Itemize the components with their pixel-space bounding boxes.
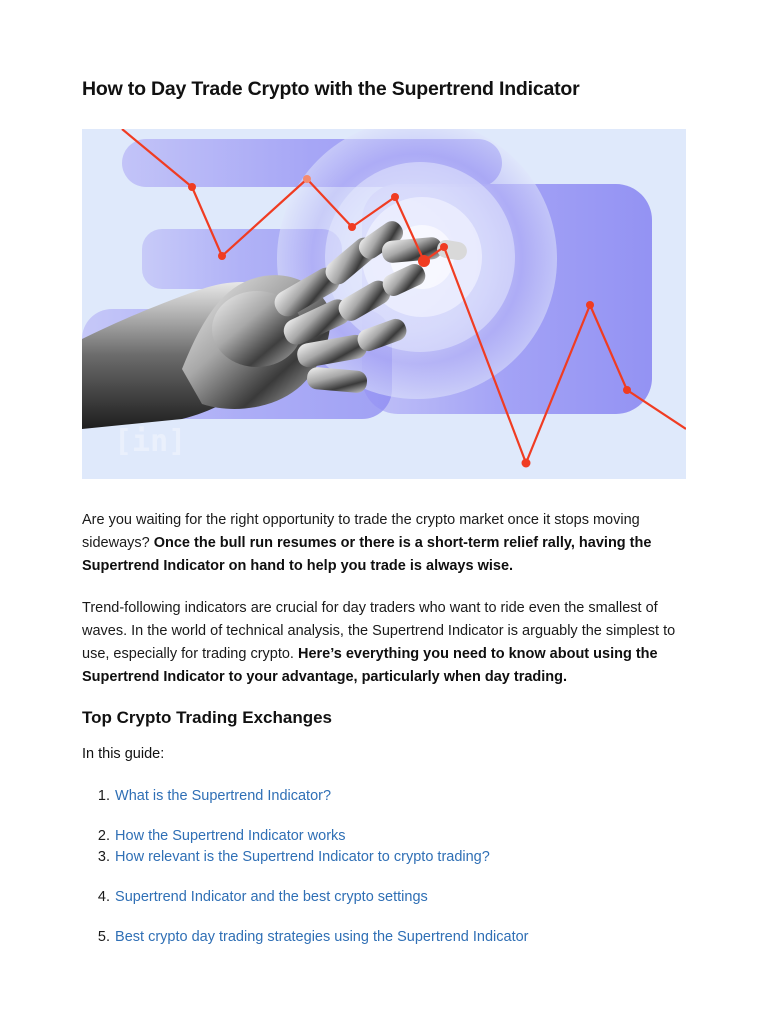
toc-link-strategies[interactable]: Best crypto day trading strategies using the Supertrend Indicator: [115, 929, 529, 945]
section-heading: Top Crypto Trading Exchanges: [82, 708, 332, 727]
hero-image: [82, 129, 686, 479]
toc-number: 3.: [97, 849, 110, 865]
article-title: How to Day Trade Crypto with the Supertrend Indicator: [82, 78, 580, 100]
intro-text: Are you waiting for the right opportunity to trade the crypto market once it stops moving sideways?: [82, 512, 640, 551]
intro-paragraph: [82, 509, 692, 578]
toc-item-3: [82, 849, 686, 865]
body-paragraph: [82, 597, 692, 689]
body-bold-text: Here’s everything you need to know about using the Supertrend Indicator to your advantage, particularly when day trading.: [82, 646, 658, 685]
toc-item-2: [82, 828, 686, 844]
toc-item-4: [82, 889, 686, 905]
toc-number: 1.: [97, 788, 110, 804]
toc-link-relevance[interactable]: How relevant is the Supertrend Indicator to crypto trading?: [115, 849, 490, 865]
intro-bold-text: Once the bull run resumes or there is a short-term relief rally, having the Supertrend Indicator on hand to help you trade is always wise.: [82, 535, 652, 574]
body-text: Trend-following indicators are crucial for day traders who want to ride even the smallest of waves. In the world of technical analysis, the Supertrend Indicator is arguably the simplest to use, especially for trading crypto.: [82, 600, 676, 662]
toc-link-settings[interactable]: Supertrend Indicator and the best crypto settings: [115, 889, 428, 905]
toc-item-1: [82, 788, 686, 804]
toc-number: 2.: [97, 828, 110, 844]
svg-text:[in]: [in]: [114, 424, 187, 459]
toc-number: 4.: [97, 889, 110, 905]
guide-intro: In this guide:: [82, 746, 165, 762]
toc-link-what-is[interactable]: What is the Supertrend Indicator?: [115, 788, 332, 804]
toc-link-how-it-works[interactable]: How the Supertrend Indicator works: [115, 828, 346, 844]
toc-item-5: [82, 929, 686, 945]
toc-number: 5.: [97, 929, 110, 945]
hero-illustration: [82, 129, 686, 479]
